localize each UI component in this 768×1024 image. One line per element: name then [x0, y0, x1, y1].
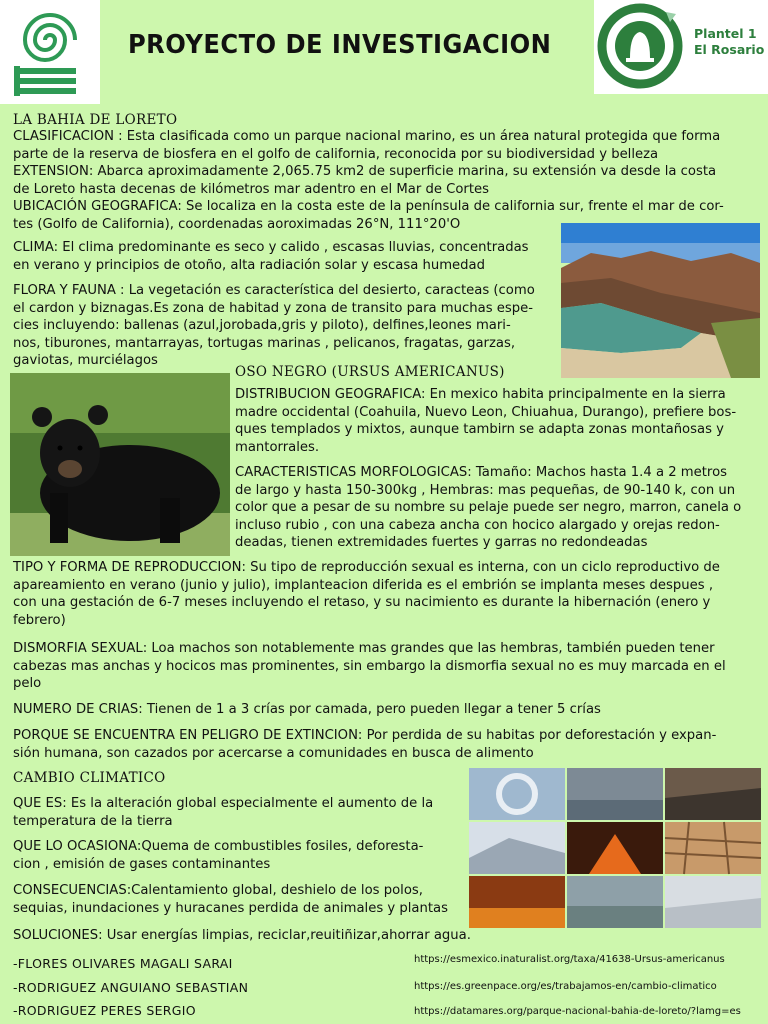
dismorfia-text [13, 640, 763, 693]
plantel-line2: El Rosario [694, 42, 765, 57]
dismorfia-line: cabezas mas anchas y hocicos mas prominentes, sin embargo la dismorfia sexual no es muy marcada en el [13, 658, 726, 674]
consecuencias-line: sequias, inundaciones y huracanes perdida de animales y plantas [13, 900, 448, 916]
author-name: -RODRIGUEZ ANGUIANO SEBASTIAN [13, 980, 249, 995]
climate-collage [469, 768, 761, 928]
flora-line: nos, tiburones, mantarrayas, tortugas marinas , pelicanos, fragatas, garzas, [13, 335, 516, 351]
bahia-photo [561, 223, 760, 378]
peligro-line: PORQUE SE ENCUENTRA EN PELIGRO DE EXTINCION: Por perdida de su habitas por deforestación y expan- [13, 728, 717, 743]
clima-bahia-text [13, 239, 558, 274]
oso-heading: OSO NEGRO (URSUS AMERICANUS) [235, 364, 505, 380]
distribucion-line: mantorrales. [235, 439, 320, 455]
bahia-text-top [13, 128, 763, 234]
soluciones-text: SOLUCIONES: Usar energías limpias, reciclar,reuitiñizar,ahorrar agua. [13, 928, 471, 943]
morfologicas-line: color que a pesar de su nombre su pelaje puede ser negro, marron, canela o [235, 500, 742, 516]
flora-line: el cardon y biznagas.Es zona de habitad y zona de transito para muchas espe- [13, 300, 533, 316]
clima-line: en verano y principios de otoño, alta radiación solar y escasa humedad [13, 257, 485, 273]
distribucion-line: madre occidental (Coahuila, Nuevo Leon, Chiuahua, Durango), prefiere bos- [235, 404, 737, 420]
reproduccion-line: con una gestación de 6-7 meses incluyendo el retaso, y su nacimiento es durante la hibernación (enero y [13, 595, 711, 611]
distribucion-line: ques templados y mixtos, aunque tambirn se adapta zonas montañosas y [235, 422, 724, 438]
extension-line: de Loreto hasta decenas de kilómetros mar adentro en el Mar de Cortes [13, 181, 490, 197]
que-es-text [13, 795, 468, 830]
school-logo-left [0, 0, 100, 104]
flora-fauna-text [13, 282, 558, 370]
dismorfia-line: pelo [13, 676, 42, 692]
spiral-logo-icon [0, 0, 100, 104]
ubicacion-line: tes (Golfo de California), coordenadas aoroximadas 26°N, 111°20'O [13, 216, 461, 232]
clima-line: CLIMA: El clima predominante es seco y calido , escasas lluvias, concentradas [13, 240, 529, 255]
consecuencias-text [13, 882, 468, 917]
clasificacion-line: parte de la reserva de biosfera en el golfo de california, reconocida por su biodiversidad y belleza [13, 146, 659, 162]
morfologicas-line: de largo y hasta 150-300kg , Hembras: mas pequeñas, de 90-140 k, con un [235, 482, 736, 498]
bell-emblem-icon [596, 2, 684, 90]
crias-text: NUMERO DE CRIAS: Tienen de 1 a 3 crías por camada, pero pueden llegar a tener 5 crías [13, 702, 601, 717]
distribucion-line: DISTRIBUCION GEOGRAFICA: En mexico habita principalmente en la sierra [235, 387, 726, 402]
flora-line: cies incluyendo: ballenas (azul,jorobada,gris y piloto), delfines,leones mari- [13, 318, 511, 334]
reproduccion-line: febrero) [13, 612, 66, 628]
reproduccion-text [13, 559, 763, 629]
que-es-line: QUE ES: Es la alteración global especialmente el aumento de la [13, 796, 434, 811]
author-name: -RODRIGUEZ PERES SERGIO [13, 1003, 196, 1018]
morfologicas-line: incluso rubio , con una cabeza ancha con hocico alargado y orejas redon- [235, 517, 720, 533]
reproduccion-line: TIPO Y FORMA DE REPRODUCCION: Su tipo de reproducción sexual es interna, con un ciclo reproductivo de [13, 560, 720, 575]
flora-line: gaviotas, murciélagos [13, 353, 158, 369]
cambio-heading: CAMBIO CLIMATICO [13, 770, 166, 786]
reference-link[interactable]: https://datamares.org/parque-nacional-bahia-de-loreto/?lamg=es [414, 1006, 741, 1017]
ocasiona-text [13, 838, 468, 873]
extension-line: EXTENSION: Abarca aproximadamente 2,065.75 km2 de superficie marina, su extensión va desde la costa [13, 164, 717, 180]
flora-line: FLORA Y FAUNA : La vegetación es característica del desierto, caracteas (como [13, 283, 535, 298]
ocasiona-line: QUE LO OCASIONA:Quema de combustibles fosiles, deforesta- [13, 839, 424, 854]
morfologicas-text [235, 464, 763, 552]
reproduccion-line: apareamiento en verano (junio y julio), implanteacion diferida es el embrión se implanta meses despues , [13, 577, 714, 593]
consecuencias-line: CONSECUENCIAS:Calentamiento global, deshielo de los polos, [13, 883, 423, 898]
distribucion-text [235, 386, 763, 456]
peligro-text [13, 727, 763, 762]
reference-link[interactable]: https://esmexico.inaturalist.org/taxa/41638-Ursus-americanus [414, 954, 725, 965]
black-bear-photo [10, 373, 230, 556]
plantel-label [694, 26, 764, 58]
morfologicas-line: deadas, tienen extremidades fuertes y garras no redondeadas [235, 535, 648, 551]
que-es-line: temperatura de la tierra [13, 813, 173, 829]
reference-link[interactable]: https://es.greenpace.org/es/trabajamos-en/cambio-climatico [414, 981, 717, 992]
author-name: -FLORES OLIVARES MAGALI SARAI [13, 956, 233, 971]
page-title: PROYECTO DE INVESTIGACION [128, 30, 552, 60]
clasificacion-line: CLASIFICACION : Esta clasificada como un parque nacional marino, es un área natural protegida que forma [13, 129, 721, 144]
dismorfia-line: DISMORFIA SEXUAL: Loa machos son notablemente mas grandes que las hembras, también pueden tener [13, 641, 715, 656]
peligro-line: sión humana, son cazados por acercarse a comunidades en busca de alimento [13, 745, 534, 761]
morfologicas-line: CARACTERISTICAS MORFOLOGICAS: Tamaño: Machos hasta 1.4 a 2 metros [235, 465, 728, 480]
ubicacion-line: UBICACIÓN GEOGRAFICA: Se localiza en la costa este de la península de california sur, frente el mar de cor- [13, 199, 724, 215]
ocasiona-line: cion , emisión de gases contaminantes [13, 856, 271, 872]
bahia-heading: LA BAHIA DE LORETO [13, 112, 178, 128]
plantel-line1: Plantel 1 [694, 26, 757, 41]
